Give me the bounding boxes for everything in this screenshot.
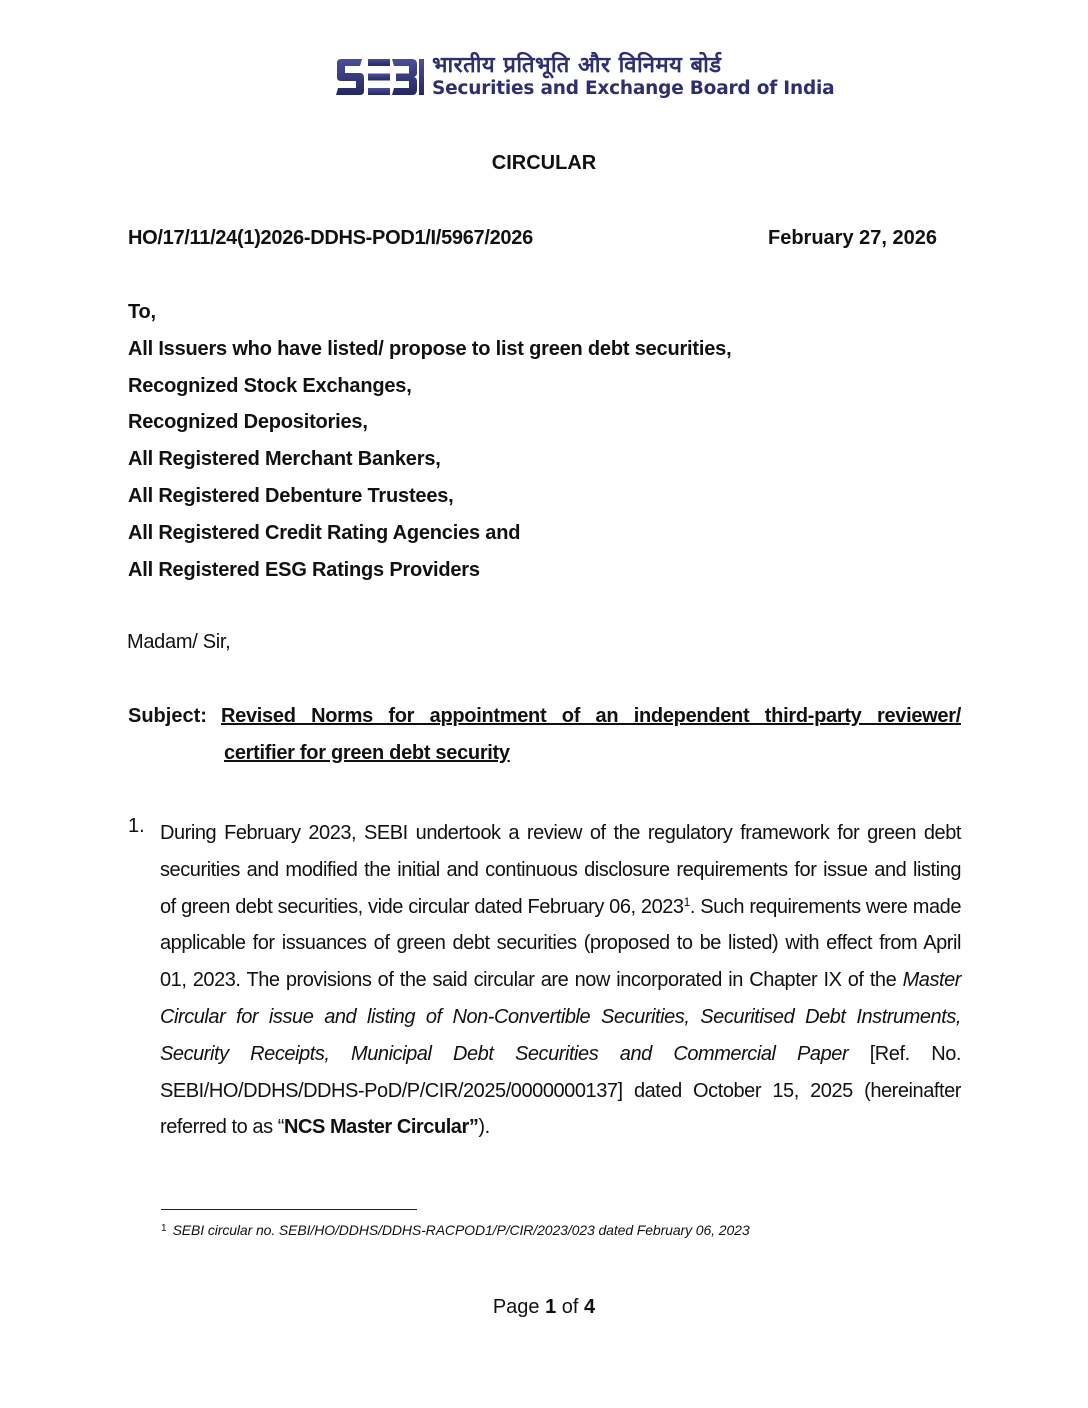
addressee-line: All Registered ESG Ratings Providers (128, 558, 480, 581)
org-name-english: Securities and Exchange Board of India (432, 78, 835, 100)
document-title: CIRCULAR (491, 152, 597, 174)
addressee-line: Recognized Stock Exchanges, (128, 374, 412, 397)
subject-label: Subject: (128, 705, 207, 727)
sebi-logo (334, 52, 834, 102)
paragraph-text: [Ref. No. SEBI/HO/DDHS/DDHS-PoD/P/CIR/2025/0000000137] dated October 15, 2025 (hereinafter referred to as “ (160, 1042, 961, 1139)
master-circular-title: Master Circular for issue and listing of Non-Convertible Securities, Securitised Debt Instruments, Security Receipts, Municipal Debt Securities and Commercial Paper (160, 969, 961, 1065)
org-name-hindi: भारतीय प्रतिभूति और विनिमय बोर्ड (432, 53, 722, 79)
footnote-number: 1 (161, 1223, 167, 1234)
page-indicator (0, 1296, 1088, 1319)
addressee-line: All Registered Credit Rating Agencies and (128, 521, 521, 544)
subject-line-1: Revised Norms for appointment of an independent third-party reviewer/ (221, 705, 961, 727)
subject-line-2: certifier for green debt security (224, 742, 510, 764)
addressee-line: All Registered Merchant Bankers, (128, 448, 441, 471)
page-prefix: Page (492, 1296, 540, 1318)
sebi-logo-mark-icon (334, 55, 424, 99)
addressee-line: Recognized Depositories, (128, 411, 368, 434)
paragraph-body (160, 815, 961, 1146)
reference-number: HO/17/11/24(1)2026-DDHS-POD1/I/5967/2026 (128, 227, 533, 249)
defined-term: NCS Master Circular” (283, 1116, 479, 1139)
current-page: 1 (545, 1296, 557, 1318)
salutation: Madam/ Sir, (127, 631, 231, 653)
paragraph-text: ). (478, 1116, 490, 1139)
footnote-text: SEBI circular no. SEBI/HO/DDHS/DDHS-RACPOD1/P/CIR/2023/023 dated February 06, 2023 (172, 1222, 750, 1238)
addressee-list (128, 300, 731, 594)
total-pages: 4 (584, 1296, 596, 1318)
addressee-line: All Issuers who have listed/ propose to list green debt securities, (128, 337, 732, 360)
paragraph-number: 1. (128, 815, 145, 837)
paragraph-text: . Such requirements were made applicable for issuances of green debt securities (proposed to be listed) with effect from April 01, 2023. The provisions of the said circular are now incorporated in Chapter IX of the (160, 895, 961, 992)
addressee-line: All Registered Debenture Trustees, (128, 484, 454, 507)
page-separator: of (561, 1296, 579, 1318)
paragraph-text: During February 2023, SEBI undertook a review of the regulatory framework for green debt securities and modified the initial and continuous disclosure requirements for issue and listing of green debt securities, vide circular dated February 06, 2023 (160, 822, 961, 918)
circular-date: February 27, 2026 (768, 227, 937, 249)
addressee-line: To, (128, 301, 156, 323)
footnote-reference[interactable]: 1 (683, 894, 690, 909)
footnote-separator (161, 1209, 417, 1210)
footnote-1 (161, 1222, 750, 1238)
